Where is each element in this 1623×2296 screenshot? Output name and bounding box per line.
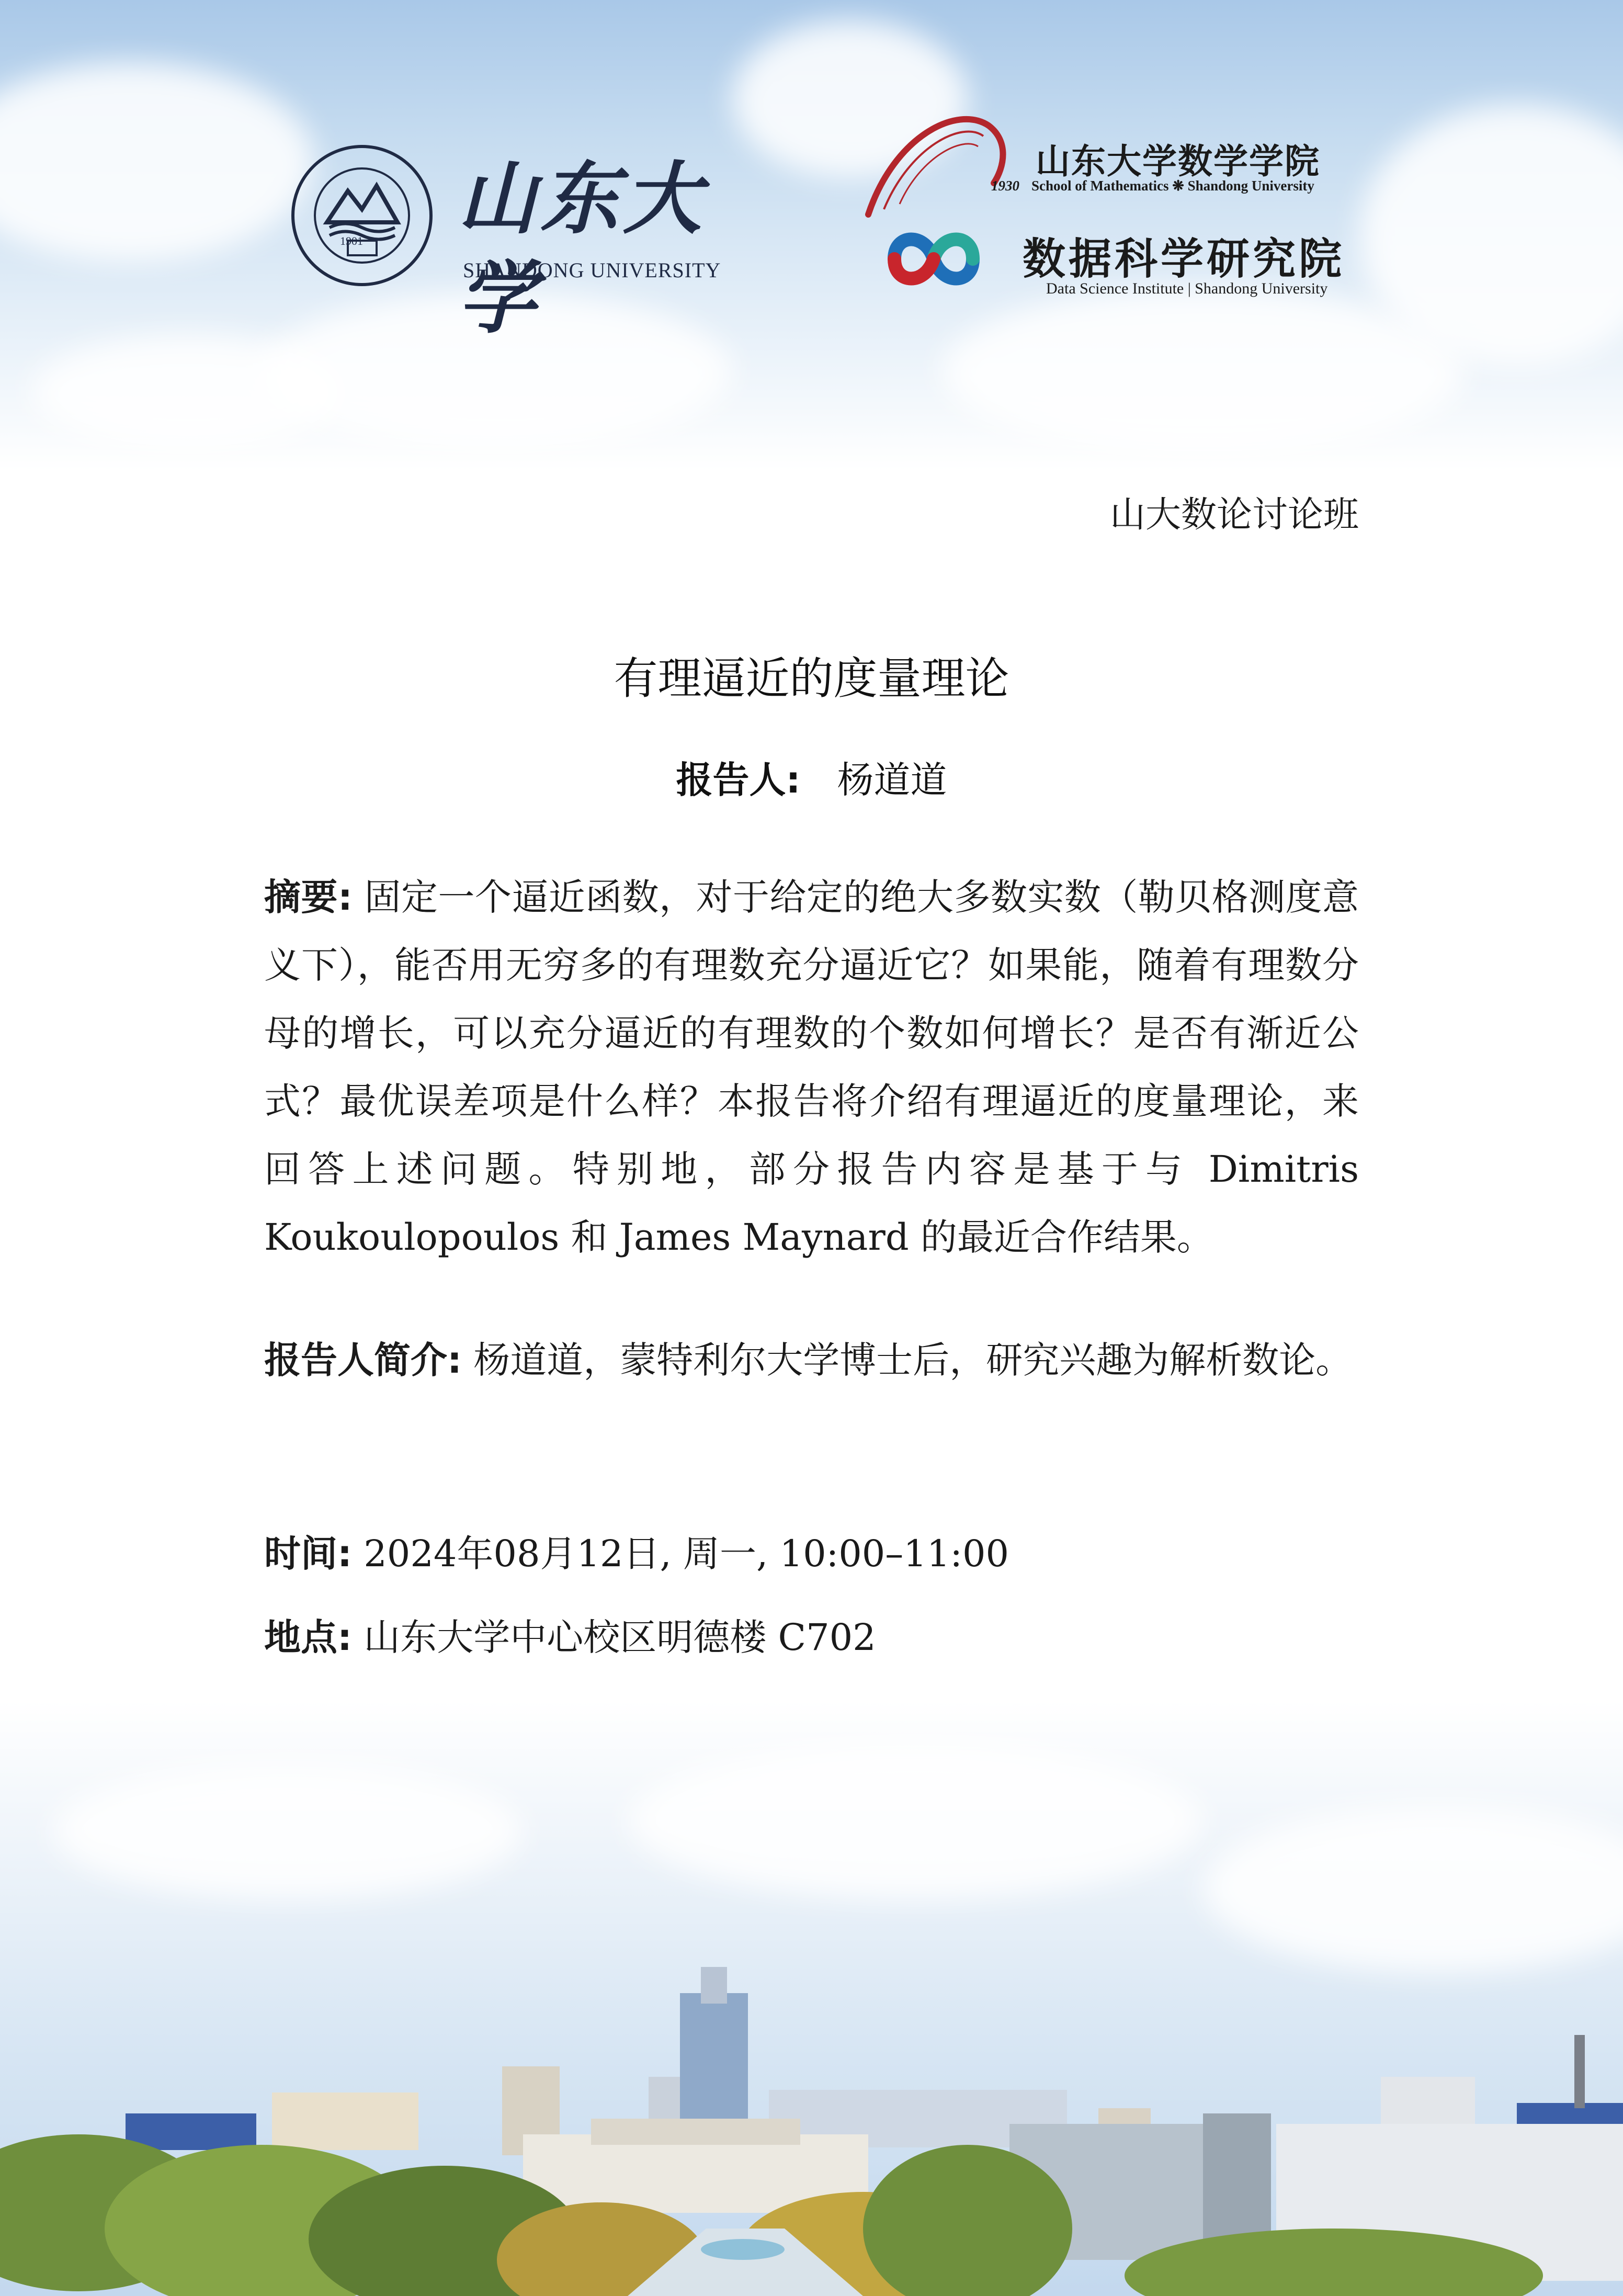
institute-name-english: Data Science Institute | Shandong University — [1046, 280, 1328, 297]
speaker-name: 杨道道 — [837, 759, 947, 801]
institute-name-chinese: 数据科学研究院 — [1023, 234, 1345, 284]
speaker-label: 报告人: — [676, 759, 801, 801]
school-of-mathematics-logo — [863, 105, 1365, 209]
university-seal-icon — [290, 144, 434, 288]
university-name-chinese: 山东大学 — [458, 153, 706, 344]
abstract-text: 固定一个逼近函数，对于给定的绝大多数实数（勒贝格测度意义下），能否用无穷多的有理数充分逼近它？如果能，随着有理数分母的增长，可以充分逼近的有理数的个数如何增长？是否有渐近公式？最优误差项是什么样？本报告将介绍有理逼近的度量理论，来回答上述问题。特别地，部分报告内容是基于与 Dimitris Koukoulopoulos 和 James Maynard 的最近合作结果。 — [264, 876, 1359, 1259]
sky-background-top — [0, 0, 1623, 471]
math-arc-icon — [863, 105, 1036, 220]
seminar-name: 山大数论讨论班 — [1109, 494, 1359, 536]
place-section — [264, 1603, 1359, 1671]
place-label: 地点: — [264, 1616, 352, 1659]
seal-year: 1901 — [340, 234, 363, 247]
infinity-loop-icon — [884, 220, 983, 298]
school-name-chinese: 山东大学数学学院 — [1036, 141, 1320, 182]
speaker-line — [0, 751, 1623, 804]
university-name-english: SHANDONG UNIVERSITY — [463, 258, 721, 282]
data-science-institute-logo — [884, 220, 1376, 309]
time-section — [264, 1520, 1359, 1588]
school-name-english: School of Mathematics ❋ Shandong University — [1031, 178, 1314, 194]
abstract-label: 摘要: — [264, 876, 353, 919]
shandong-university-logo — [290, 139, 761, 344]
bio-text: 杨道道，蒙特利尔大学博士后，研究兴趣为解析数论。 — [473, 1339, 1353, 1382]
talk-title: 有理逼近的度量理论 — [614, 653, 1009, 704]
abstract-section — [264, 863, 1359, 1271]
school-founding-year: 1930 — [991, 178, 1019, 194]
time-text: 2024年08月12日, 周一, 10:00–11:00 — [364, 1532, 1009, 1575]
speaker-bio-section — [264, 1326, 1359, 1394]
campus-skyline-illustration — [0, 1936, 1623, 2296]
time-label: 时间: — [264, 1532, 352, 1575]
bio-label: 报告人简介: — [264, 1339, 462, 1382]
place-text: 山东大学中心校区明德楼 C702 — [364, 1616, 876, 1659]
